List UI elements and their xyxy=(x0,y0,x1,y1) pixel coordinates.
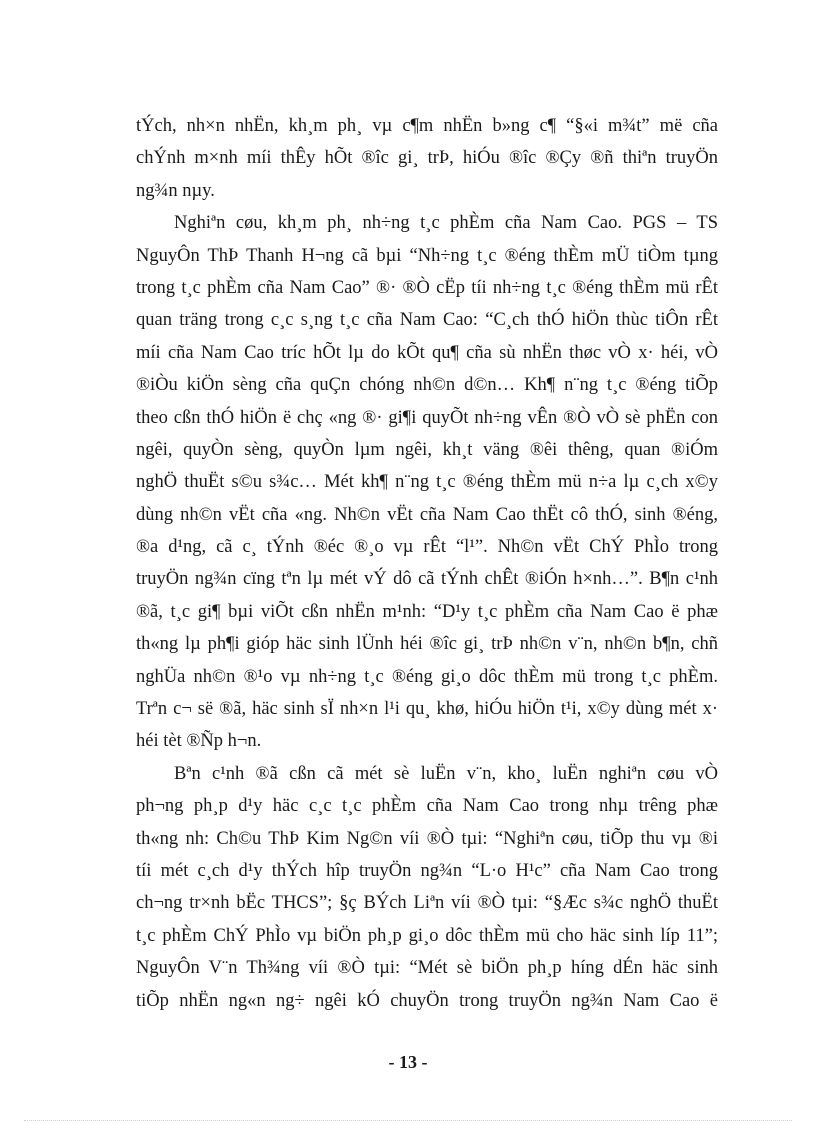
text-line: truyÖn ng¾n cïng tªn lµ mét vÝ dô cã tÝnh chÊt ®iÓn h×nh…”. B¶n c¹nh xyxy=(136,569,718,590)
text-line: tÝch, nh×n nhËn, kh¸m ph¸ vµ c¶m nhËn b»ng c¶ “§«i m¾t” më cña xyxy=(136,116,718,136)
text-line: héi tèt ®Ñp h¬n. xyxy=(136,731,262,752)
text-line: tíi mét c¸ch d¹y thÝch hîp truyÖn ng¾n “L·o H¹c” cña Nam Cao trong xyxy=(136,860,718,881)
page-bottom-divider xyxy=(24,1120,792,1121)
text-line: ng¾n nµy. xyxy=(136,180,215,201)
text-line: ch¬ng tr×nh bËc THCS”; §ç BÝch Liªn víi ®Ò tµi: “§Æc s¾c nghÖ thuËt xyxy=(136,893,718,914)
body-text xyxy=(136,110,718,1017)
text-line: th«ng nh: Ch©u ThÞ Kim Ng©n víi ®Ò tµi: “Nghiªn cøu, tiÕp thu vµ ®i xyxy=(136,828,718,849)
text-line: míi cña Nam Cao tríc hÕt lµ do kÕt qu¶ cña sù nhËn thøc vÒ x· héi, vÒ xyxy=(136,342,718,363)
text-line: nghÜa nh©n ®¹o vµ nh÷ng t¸c ®éng gi¸o dôc thÈm mü trong t¸c phÈm. xyxy=(136,666,718,687)
text-line: theo cßn thÓ hiÖn ë chç «ng ®· gi¶i quyÕt nh÷ng vÊn ®Ò vÒ sè phËn con xyxy=(136,407,718,428)
page-number: - 13 - xyxy=(388,1052,428,1072)
text-line: Nghiªn cøu, kh¸m ph¸ nh÷ng t¸c phÈm cña Nam Cao. PGS – TS xyxy=(174,213,718,234)
text-line: tiÕp nhËn ng«n ng÷ ngêi kÓ chuyÖn trong truyÖn ng¾n Nam Cao ë xyxy=(136,990,718,1011)
text-line: ph¬ng ph¸p d¹y häc c¸c t¸c phÈm cña Nam Cao trong nhµ trêng phæ xyxy=(136,796,718,817)
text-line: ®iÒu kiÖn sèng cña quÇn chóng nh©n d©n… Kh¶ n¨ng t¸c ®éng tiÕp xyxy=(136,375,718,396)
text-line: t¸c phÈm ChÝ PhÌo vµ biÖn ph¸p gi¸o dôc thÈm mü cho häc sinh líp 11”; xyxy=(136,925,718,946)
text-line: dùng nh©n vËt cña «ng. Nh©n vËt cña Nam Cao thËt cô thÓ, sinh ®éng, xyxy=(136,504,718,525)
text-line: ®a d¹ng, cã c¸ tÝnh ®éc ®¸o vµ rÊt “l¹”. Nh©n vËt ChÝ PhÌo trong xyxy=(136,537,718,558)
text-line: chÝnh m×nh míi thÊy hÕt ®îc gi¸ trÞ, hiÓu ®îc ®Çy ®ñ thiªn truyÖn xyxy=(136,148,718,169)
text-line: th«ng lµ ph¶i gióp häc sinh lÜnh héi ®îc gi¸ trÞ nh©n v¨n, nh©n b¶n, chñ xyxy=(136,634,718,655)
text-line: Trªn c¬ së ®ã, häc sinh sÏ nh×n l¹i qu¸ khø, hiÓu hiÖn t¹i, x©y dùng mét x· xyxy=(136,699,718,720)
text-line: ngêi, quyÒn sèng, quyÒn lµm ngêi, kh¸t väng ®êi thêng, quan ®iÓm xyxy=(136,439,718,460)
text-line: Bªn c¹nh ®ã cßn cã mét sè luËn v¨n, kho¸ luËn nghiªn cøu vÒ xyxy=(174,763,718,784)
text-line: ®ã, t¸c gi¶ bµi viÕt cßn nhËn m¹nh: “D¹y t¸c phÈm cña Nam Cao ë phæ xyxy=(136,601,718,622)
text-line: NguyÔn V¨n Th¾ng víi ®Ò tµi: “Mét sè biÖn ph¸p híng dÉn häc sinh xyxy=(136,958,718,979)
text-line: trong t¸c phÈm cña Nam Cao” ®· ®Ò cËp tíi nh÷ng t¸c ®éng thÈm mü rÊt xyxy=(136,277,718,298)
text-line: NguyÔn ThÞ Thanh H¬ng cã bµi “Nh÷ng t¸c ®éng thÈm mÜ tiÒm tµng xyxy=(136,245,718,266)
text-line: quan träng trong c¸c s¸ng t¸c cña Nam Cao: “C¸ch thÓ hiÖn thùc tiÔn rÊt xyxy=(136,310,718,331)
text-line: nghÖ thuËt s©u s¾c… Mét kh¶ n¨ng t¸c ®éng thÈm mü n÷a lµ c¸ch x©y xyxy=(136,472,718,493)
